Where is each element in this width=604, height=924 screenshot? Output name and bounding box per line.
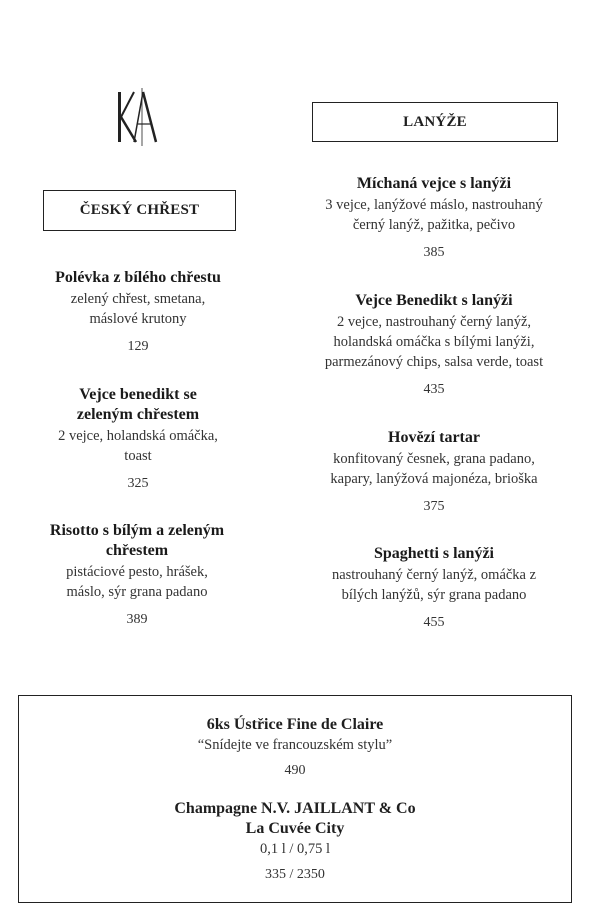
dish-price: 385 [423,245,445,260]
dish-name: Vejce benedikt se zeleným chřestem [76,386,200,423]
dish-name: Spaghetti s lanýži [373,545,494,562]
dish-description: konfitovaný česnek, grana padano, kapary, lanýžová majonéza, brioška [330,451,538,487]
dish-name: Míchaná vejce s lanýži [356,175,512,192]
champagne-price: 335 / 2350 [265,867,325,882]
champagne-subname: La Cuvée City [245,820,345,837]
dish-name: Risotto s bílým a zeleným chřestem [49,522,225,559]
menu-item [310,428,558,516]
dish-price: 435 [423,382,445,397]
dish-price: 325 [127,476,149,491]
specials-box [18,695,572,903]
dish-description: 2 vejce, nastrouhaný černý lanýž, holandská omáčka s bílými lanýži, parmezánový chips, salsa verde, toast [324,314,544,370]
dish-description: zelený chřest, smetana, máslové krutony [70,291,206,327]
dish-name: Hovězí tartar [388,429,480,446]
section-title-cesky-chrest: ČESKÝ CHŘEST [43,190,236,231]
dish-price: 389 [126,612,148,627]
menu-item [310,174,558,262]
dish-description: 2 vejce, holandská omáčka, toast [58,428,218,464]
champagne-volume: 0,1 l / 0,75 l [259,841,331,857]
champagne-name: Champagne N.V. JAILLANT & Co [174,800,416,817]
logo [110,86,166,148]
dish-price: 375 [423,499,445,514]
dish-description: nastrouhaný černý lanýž, omáčka z bílých lanýžů, sýr grana padano [331,567,537,603]
menu-item [310,544,558,632]
dish-name: Polévka z bílého chřestu [55,269,221,286]
menu-item [310,291,558,399]
menu-item [38,268,238,356]
menu-item [34,521,240,629]
menu-item [38,385,238,493]
ka-logo-icon [110,86,166,148]
dish-description: 3 vejce, lanýžové máslo, nastrouhaný černý lanýž, pažitka, pečivo [325,197,543,233]
oysters-name: 6ks Ústřice Fine de Claire [206,716,384,733]
oysters-price: 490 [284,763,306,778]
oysters-quote: “Snídejte ve francouzském stylu” [197,737,393,753]
section-title-lanyze: LANÝŽE [312,102,558,142]
dish-price: 455 [423,615,445,630]
dish-price: 129 [127,339,149,354]
dish-name: Vejce Benedikt s lanýži [355,292,513,309]
dish-description: pistáciové pesto, hrášek, máslo, sýr grana padano [66,564,208,600]
